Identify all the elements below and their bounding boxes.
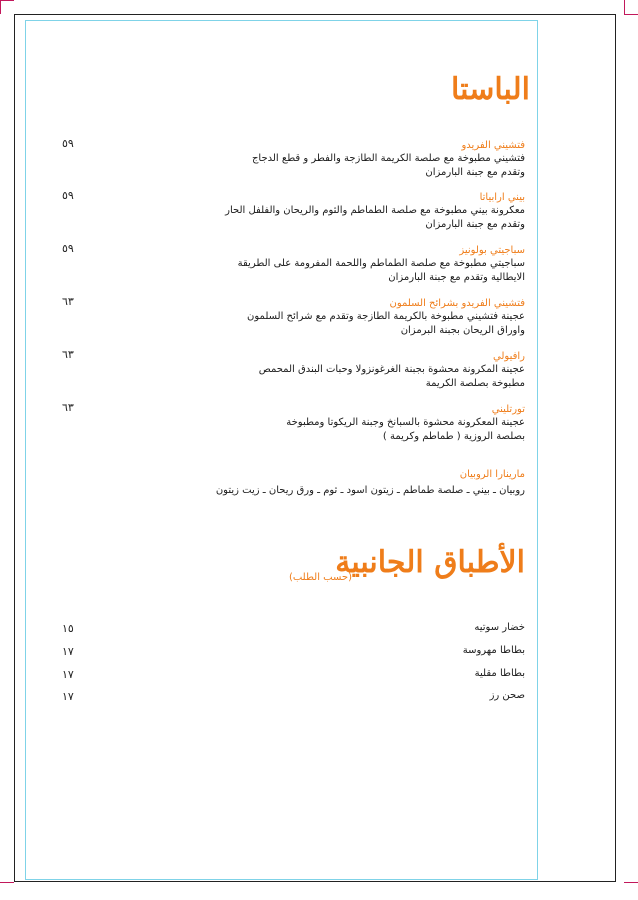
crop-mark [624, 0, 625, 14]
item-description: فتشيني مطبوخة مع صلصة الكريمة الطازجة والفطر و قطع الدجاج [251, 153, 525, 164]
crop-mark [0, 0, 1, 14]
item-description: مطبوخة بصلصة الكريمة [425, 378, 525, 389]
item-price: ٥٩ [62, 137, 74, 150]
item-name: فتشيني الفريدو [461, 140, 525, 151]
menu-item [150, 139, 525, 180]
item-name: تورتليني [491, 404, 525, 415]
item-description: وتقدم مع جبنة البارمزان [425, 167, 525, 178]
item-description: الايطالية وتقدم مع جبنة البارمزان [388, 272, 525, 283]
menu-item [150, 297, 525, 338]
side-item-price: ١٧ [62, 668, 74, 681]
side-item-name: خضار سوتيه [474, 622, 525, 633]
item-price: ٥٩ [62, 189, 74, 202]
side-item-name: صحن رز [489, 690, 525, 701]
item-description: بصلصة الروزية ( طماطم وكريمة ) [382, 431, 525, 442]
sides-title: الأطباق الجانبية [335, 545, 525, 580]
item-description: وتقدم مع جبنة البارمزان [425, 219, 525, 230]
crop-mark [624, 14, 638, 15]
menu-item [150, 468, 525, 498]
item-description: روبيان ـ بيني ـ صلصة طماطم ـ زيتون اسود ـ ثوم ـ ورق ريحان ـ زيت زيتون [215, 485, 525, 496]
menu-item [150, 350, 525, 391]
item-name: سباجيتي بولونيز [459, 245, 525, 256]
item-name: رافيولي [493, 351, 525, 362]
item-description: عجينة المعكرونة محشوة بالسبانخ وجبنة الريكوتا ومطبوخة [286, 417, 525, 428]
menu-item [150, 191, 525, 232]
item-name: فتشيني الفريدو بشرائح السلمون [389, 298, 525, 309]
side-item-price: ١٧ [62, 690, 74, 703]
menu-item [150, 403, 525, 444]
side-item-name: بطاطا مهروسة [462, 645, 525, 656]
item-description: عجينة المكرونة محشوة بجبنة الغرغونزولا وحبات البندق المحمص [258, 364, 525, 375]
item-price: ٥٩ [62, 242, 74, 255]
item-description: واوراق الريحان بجبنة البرمزان [400, 325, 525, 336]
item-description: معكرونة بيني مطبوخة مع صلصة الطماطم والثوم والريحان والفلفل الحار [225, 205, 525, 216]
item-name: بيني ارابياتا [479, 192, 525, 203]
crop-mark [0, 882, 14, 883]
menu-item [150, 244, 525, 285]
item-name: مارينارا الروبيان [459, 469, 525, 480]
side-item-price: ١٧ [62, 645, 74, 658]
sides-note: (حسب الطلب) [288, 572, 352, 583]
item-description: عجينة فتشيني مطبوخة بالكريمة الطازجة وتقدم مع شرائح السلمون [247, 311, 525, 322]
side-item-price: ١٥ [62, 622, 74, 635]
item-price: ٦٣ [62, 348, 74, 361]
item-price: ٦٣ [62, 401, 74, 414]
item-price: ٦٣ [62, 295, 74, 308]
pasta-title: الباستا [451, 72, 530, 107]
crop-mark [624, 882, 638, 883]
item-description: سباجيتي مطبوخة مع صلصة الطماطم واللحمة المفرومة على الطريقة [237, 258, 525, 269]
side-item-name: بطاطا مقلية [474, 668, 525, 679]
crop-mark [0, 0, 14, 1]
